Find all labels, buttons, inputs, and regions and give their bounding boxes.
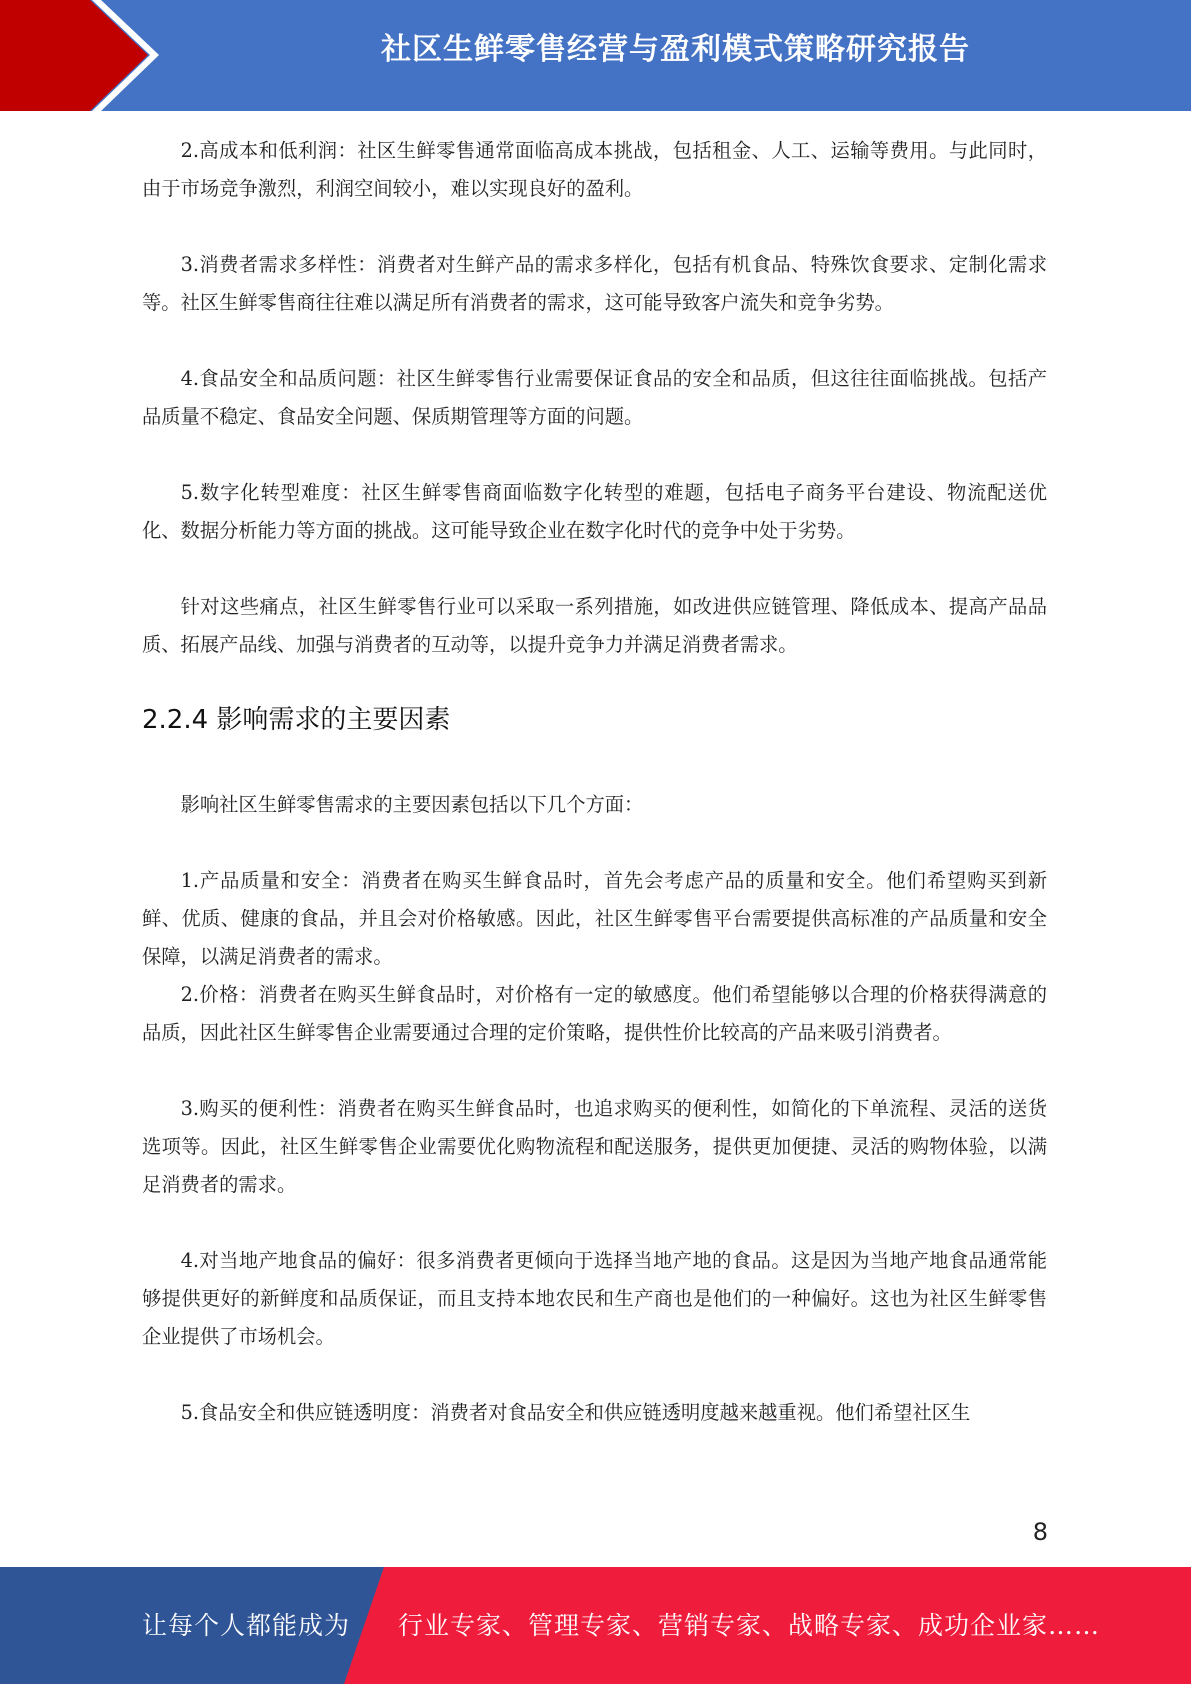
paragraph-local-preference: 4.对当地产地食品的偏好：很多消费者更倾向于选择当地产地的食品。这是因为当地产地食品通常能够提供更好的新鲜度和品质保证，而且支持本地农民和生产商也是他们的一种偏好。这也为社区生鲜零售企业提供了市场机会。 xyxy=(142,1249,1047,1348)
paragraph-quality-safety: 1.产品质量和安全：消费者在购买生鲜食品时，首先会考虑产品的质量和安全。他们希望购买到新鲜、优质、健康的食品，并且会对价格敏感。因此，社区生鲜零售平台需要提供高标准的产品质量和安全保障，以满足消费者的需求。 xyxy=(142,869,1047,968)
page-number: 8 xyxy=(1032,1518,1048,1546)
paragraph-measures: 针对这些痛点，社区生鲜零售行业可以采取一系列措施，如改进供应链管理、降低成本、提高产品品质、拓展产品线、加强与消费者的互动等，以提升竞争力并满足消费者需求。 xyxy=(142,595,1047,656)
paragraph-food-safety: 4.食品安全和品质问题：社区生鲜零售行业需要保证食品的安全和品质，但这往往面临挑战。包括产品质量不稳定、食品安全问题、保质期管理等方面的问题。 xyxy=(142,367,1047,428)
paragraph-high-cost: 2.高成本和低利润：社区生鲜零售通常面临高成本挑战，包括租金、人工、运输等费用。与此同时，由于市场竞争激烈，利润空间较小，难以实现良好的盈利。 xyxy=(142,139,1047,200)
paragraph-demand-diversity: 3.消费者需求多样性：消费者对生鲜产品的需求多样化，包括有机食品、特殊饮食要求、定制化需求等。社区生鲜零售商往往难以满足所有消费者的需求，这可能导致客户流失和竞争劣势。 xyxy=(142,253,1047,314)
header-banner xyxy=(0,0,1191,111)
report-title: 社区生鲜零售经营与盈利模式策略研究报告 xyxy=(381,32,970,67)
paragraph-price: 2.价格：消费者在购买生鲜食品时，对价格有一定的敏感度。他们希望能够以合理的价格获得满意的品质，因此社区生鲜零售企业需要通过合理的定价策略，提供性价比较高的产品来吸引消费者。 xyxy=(142,983,1047,1044)
paragraph-convenience: 3.购买的便利性：消费者在购买生鲜食品时，也追求购买的便利性，如简化的下单流程、灵活的送货选项等。因此，社区生鲜零售企业需要优化购物流程和配送服务，提供更加便捷、灵活的购物体验，以满足消费者的需求。 xyxy=(142,1097,1047,1196)
paragraph-intro-factors: 影响社区生鲜零售需求的主要因素包括以下几个方面： xyxy=(180,793,644,816)
document-body xyxy=(142,132,1047,1432)
section-heading: 2.2.4 影响需求的主要因素 xyxy=(142,705,451,735)
footer-slogan-right: 行业专家、管理专家、营销专家、战略专家、成功企业家…… xyxy=(398,1611,1101,1640)
paragraph-transparency: 5.食品安全和供应链透明度：消费者对食品安全和供应链透明度越来越重视。他们希望社区生 xyxy=(180,1401,971,1424)
footer-banner xyxy=(0,1567,1191,1684)
paragraph-digital-transformation: 5.数字化转型难度：社区生鲜零售商面临数字化转型的难题，包括电子商务平台建设、物流配送优化、数据分析能力等方面的挑战。这可能导致企业在数字化时代的竞争中处于劣势。 xyxy=(142,481,1047,542)
footer-slogan-left: 让每个人都能成为 xyxy=(142,1611,351,1640)
